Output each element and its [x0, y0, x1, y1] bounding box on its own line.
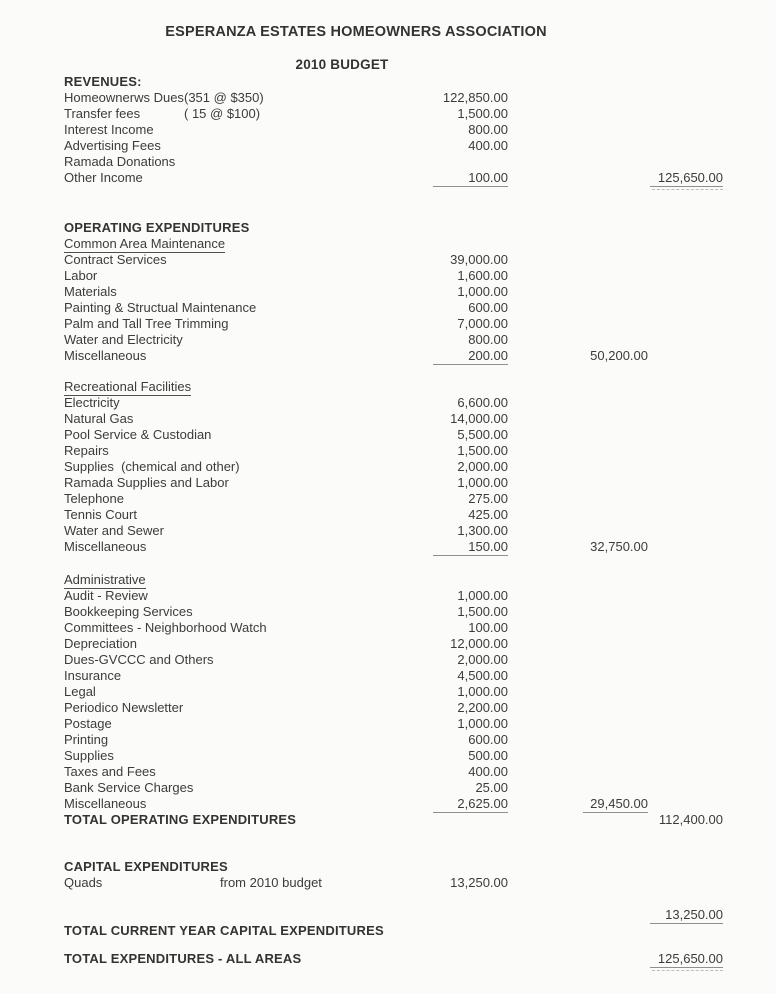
row-label: Contract Services — [64, 252, 167, 267]
row-label: Dues-GVCCC and Others — [64, 652, 214, 667]
budget-row — [0, 332, 776, 348]
budget-row — [0, 427, 776, 443]
budget-row — [0, 796, 776, 812]
row-label: Insurance — [64, 668, 122, 683]
budget-row — [0, 316, 776, 332]
row-label: Depreciation — [64, 636, 137, 651]
amount-value: 5,500.00 — [457, 427, 508, 442]
budget-row — [0, 236, 776, 252]
amount-value: 800.00 — [468, 332, 508, 347]
row-label: Miscellaneous — [64, 348, 147, 363]
document-subtitle: 2010 BUDGET — [295, 57, 389, 72]
row-label: Repairs — [64, 443, 109, 458]
total-value: 125,650.00 — [650, 951, 723, 968]
total-value: 13,250.00 — [650, 907, 723, 924]
budget-row — [0, 300, 776, 316]
row-label: Postage — [64, 716, 112, 731]
row-label: Pool Service & Custodian — [64, 427, 212, 442]
amount-value: 400.00 — [468, 764, 508, 779]
budget-row — [0, 395, 776, 411]
budget-row — [0, 652, 776, 668]
budget-row — [0, 732, 776, 748]
budget-row — [0, 220, 776, 236]
row-label: Tennis Court — [64, 507, 137, 522]
budget-row — [0, 379, 776, 395]
budget-row — [0, 539, 776, 555]
budget-row — [0, 700, 776, 716]
amount-value: 6,600.00 — [457, 395, 508, 410]
budget-row — [0, 154, 776, 170]
document-title: ESPERANZA ESTATES HOMEOWNERS ASSOCIATION — [165, 24, 547, 40]
row-label: Natural Gas — [64, 411, 134, 426]
row-label: Palm and Tall Tree Trimming — [64, 316, 229, 331]
row-note: from 2010 budget — [220, 875, 322, 890]
section-heading: TOTAL EXPENDITURES - ALL AREAS — [64, 951, 302, 966]
budget-row — [0, 859, 776, 875]
row-label: Other Income — [64, 170, 143, 185]
amount-value: 122,850.00 — [442, 90, 508, 105]
budget-row — [0, 748, 776, 764]
row-label: Supplies — [64, 748, 114, 763]
row-label: Homeownerws Dues — [64, 90, 184, 105]
row-label: Committees - Neighborhood Watch — [64, 620, 267, 635]
amount-value: 1,000.00 — [457, 475, 508, 490]
budget-row — [0, 588, 776, 604]
budget-row — [0, 138, 776, 154]
subsection-heading: Administrative — [64, 572, 146, 587]
row-label: Legal — [64, 684, 96, 699]
row-label: Audit - Review — [64, 588, 148, 603]
row-label: Painting & Structual Maintenance — [64, 300, 257, 315]
row-label: Taxes and Fees — [64, 764, 156, 779]
budget-row — [0, 923, 776, 939]
row-label: Water and Electricity — [64, 332, 183, 347]
row-label: Printing — [64, 732, 109, 747]
budget-row — [0, 572, 776, 588]
budget-row — [0, 716, 776, 732]
row-label: Labor — [64, 268, 98, 283]
row-note: (351 @ $350) — [184, 90, 264, 105]
amount-value: 2,000.00 — [457, 459, 508, 474]
budget-row — [0, 636, 776, 652]
amount-value: 100.00 — [468, 620, 508, 635]
amount-value: 100.00 — [433, 170, 508, 187]
budget-row — [0, 268, 776, 284]
row-label: Supplies (chemical and other) — [64, 459, 240, 474]
budget-row — [0, 443, 776, 459]
row-label: Interest Income — [64, 122, 154, 137]
amount-value: 400.00 — [468, 138, 508, 153]
subtotal-value: 50,200.00 — [590, 348, 648, 363]
amount-value: 1,000.00 — [457, 588, 508, 603]
amount-value: 425.00 — [468, 507, 508, 522]
row-label: Telephone — [64, 491, 124, 506]
section-heading: TOTAL CURRENT YEAR CAPITAL EXPENDITURES — [64, 923, 384, 938]
amount-value: 2,200.00 — [457, 700, 508, 715]
row-label: Quads — [64, 875, 103, 890]
subsection-heading: Common Area Maintenance — [64, 236, 226, 251]
budget-sheet — [0, 74, 776, 967]
budget-row — [0, 684, 776, 700]
row-label: Advertising Fees — [64, 138, 161, 153]
amount-value: 1,000.00 — [457, 284, 508, 299]
budget-row — [0, 348, 776, 364]
row-label: Bookkeeping Services — [64, 604, 193, 619]
amount-value: 1,000.00 — [457, 716, 508, 731]
budget-row — [0, 507, 776, 523]
budget-row — [0, 875, 776, 891]
amount-value: 600.00 — [468, 732, 508, 747]
budget-row — [0, 523, 776, 539]
budget-row — [0, 252, 776, 268]
budget-row — [0, 170, 776, 186]
row-label: Electricity — [64, 395, 120, 410]
budget-row — [0, 475, 776, 491]
budget-row — [0, 812, 776, 828]
amount-value: 200.00 — [433, 348, 508, 365]
budget-row — [0, 604, 776, 620]
row-label: Ramada Donations — [64, 154, 176, 169]
subsection-heading: Recreational Facilities — [64, 379, 192, 394]
row-label: Bank Service Charges — [64, 780, 194, 795]
budget-row — [0, 90, 776, 106]
budget-row — [0, 284, 776, 300]
amount-value: 2,625.00 — [433, 796, 508, 813]
section-heading: REVENUES: — [64, 74, 142, 89]
amount-value: 2,000.00 — [457, 652, 508, 667]
row-label: Periodico Newsletter — [64, 700, 184, 715]
subtotal-value: 32,750.00 — [590, 539, 648, 554]
amount-value: 1,500.00 — [457, 443, 508, 458]
budget-row — [0, 491, 776, 507]
row-note: ( 15 @ $100) — [184, 106, 261, 121]
budget-row — [0, 459, 776, 475]
amount-value: 25.00 — [475, 780, 508, 795]
amount-value: 1,500.00 — [457, 604, 508, 619]
amount-value: 150.00 — [433, 539, 508, 556]
amount-value: 275.00 — [468, 491, 508, 506]
amount-value: 1,000.00 — [457, 684, 508, 699]
amount-value: 14,000.00 — [450, 411, 508, 426]
budget-row — [0, 620, 776, 636]
amount-value: 500.00 — [468, 748, 508, 763]
section-heading: CAPITAL EXPENDITURES — [64, 859, 228, 874]
amount-value: 39,000.00 — [450, 252, 508, 267]
section-heading: OPERATING EXPENDITURES — [64, 220, 250, 235]
section-heading: TOTAL OPERATING EXPENDITURES — [64, 812, 297, 827]
row-label: Miscellaneous — [64, 539, 147, 554]
amount-value: 13,250.00 — [450, 875, 508, 890]
budget-row — [0, 74, 776, 90]
amount-value: 1,300.00 — [457, 523, 508, 538]
row-label: Ramada Supplies and Labor — [64, 475, 229, 490]
budget-row — [0, 951, 776, 967]
row-label: Miscellaneous — [64, 796, 147, 811]
budget-row — [0, 411, 776, 427]
subtotal-value: 29,450.00 — [583, 796, 648, 813]
amount-value: 1,600.00 — [457, 268, 508, 283]
amount-value: 7,000.00 — [457, 316, 508, 331]
total-value: 125,650.00 — [650, 170, 723, 187]
amount-value: 600.00 — [468, 300, 508, 315]
budget-row — [0, 122, 776, 138]
budget-row — [0, 764, 776, 780]
amount-value: 12,000.00 — [450, 636, 508, 651]
row-label: Water and Sewer — [64, 523, 164, 538]
amount-value: 1,500.00 — [457, 106, 508, 121]
amount-value: 800.00 — [468, 122, 508, 137]
row-label: Materials — [64, 284, 117, 299]
budget-row — [0, 780, 776, 796]
budget-row — [0, 907, 776, 923]
total-value: 112,400.00 — [658, 812, 723, 827]
amount-value: 4,500.00 — [457, 668, 508, 683]
row-label: Transfer fees — [64, 106, 141, 121]
budget-row — [0, 106, 776, 122]
budget-row — [0, 668, 776, 684]
